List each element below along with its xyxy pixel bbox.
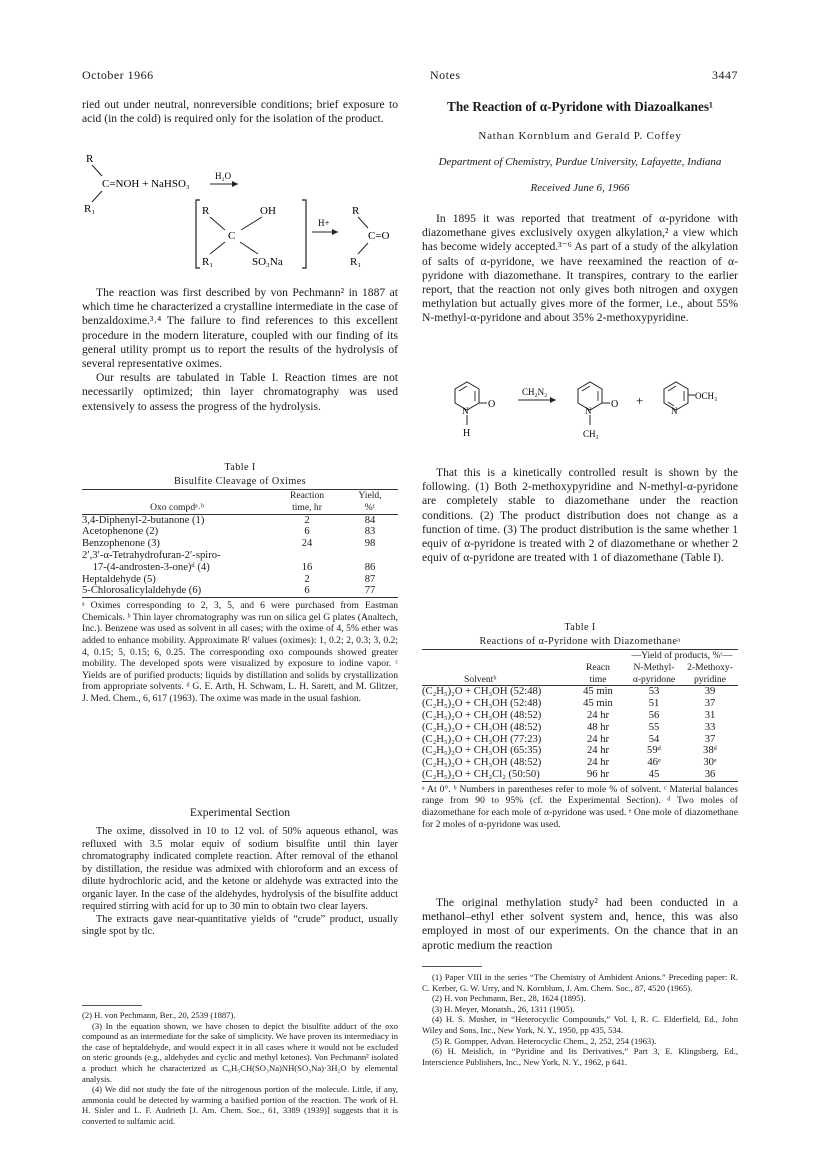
table-cell-time: 6 xyxy=(304,526,310,538)
table-cell-yield: 98 xyxy=(364,538,376,550)
header-left: October 1966 xyxy=(82,68,154,82)
table-cell-name: 2′,3′-α-Tetrahydrofuran-2′-spiro- xyxy=(82,549,221,561)
scheme-plus-sign: + xyxy=(636,393,644,408)
footnote-2-left: (2) H. von Pechmann, Ber., 20, 2539 (1887). xyxy=(82,1010,236,1020)
table-cell-time: 24 xyxy=(301,538,313,550)
table-cell-name: Benzophenone (3) xyxy=(82,538,160,550)
left-paragraph-3: Our results are tabulated in Table I. Reaction times are not necessarily optimized; thin layer chromatography was used extensively to assess the progress of the hydrolysis. xyxy=(82,371,398,413)
scheme-n-ch3-label: CH₃ xyxy=(583,429,599,439)
table-cell-n: 56 xyxy=(648,709,660,721)
table-cell-time: 24 hr xyxy=(586,757,610,769)
right-paragraph-2-block xyxy=(422,466,738,565)
scheme-nmethyl-nitrogen: N xyxy=(585,406,592,416)
footnote-2-right: (2) H. von Pechmann, Ber., 28, 1624 (1895). xyxy=(432,993,586,1004)
table-cell-solvent: (C₂H₅)₂O + CH₃OH (48:52) xyxy=(422,709,542,721)
table-cell-time xyxy=(272,550,342,562)
table-row xyxy=(82,585,398,597)
scheme-pyridone-oxygen: O xyxy=(488,399,496,410)
table-row xyxy=(82,538,398,550)
right-paragraph-2: That this is a kinetically controlled result is shown by the following. (1) Both 2-methoxypyridine and N-methyl-α-pyridone are completely stable to diazomethane under the reaction conditions. (2) The product distribution does not change as a function of time. (3) The product distribution is the same whether 1 equiv of α-pyridone is treated with 2 of diazomethane or whether 2 equiv of α-pyridone are treated with 1 of diazomethane (Table I). xyxy=(422,466,738,565)
table-cell-o: 37 xyxy=(704,698,716,710)
table-cell-n: 54 xyxy=(648,733,660,745)
left-table-label: Table I xyxy=(224,462,256,473)
col-header-nmethyl: N-Methyl- α-pyridone xyxy=(632,661,676,685)
col-header-solvent: Solventᵇ xyxy=(464,673,497,685)
footnote-3-right: (3) H. Meyer, Monatsh., 26, 1311 (1905). xyxy=(432,1003,575,1014)
table-cell-time: 24 hr xyxy=(586,709,610,721)
scheme-acid-label: H+ xyxy=(318,218,330,228)
table-row xyxy=(422,722,738,734)
scheme-oxime-plus-bisulfite: C=NOH + NaHSO₃ xyxy=(102,178,190,190)
left-footnotes xyxy=(82,1010,398,1127)
col-header-yield: Yield, %ᶜ xyxy=(358,490,382,513)
right-footnotes xyxy=(422,972,738,1067)
table-cell-o: 33 xyxy=(704,721,716,733)
table-cell-o: 37 xyxy=(704,733,716,745)
scheme-oh-label: OH xyxy=(260,205,276,217)
table-cell-n: 53 xyxy=(648,686,660,698)
table-cell-name: 3,4-Diphenyl-2-butanone (1) xyxy=(82,514,205,526)
table-cell-time: 6 xyxy=(304,585,310,597)
table-cell-yield: 83 xyxy=(364,526,376,538)
table-cell-name: Heptaldehyde (5) xyxy=(82,573,156,585)
bisulfite-reaction-scheme xyxy=(80,150,400,278)
experimental-paragraph-2: The extracts gave near-quantitative yields of “crude” product, usually single spot by tlc. xyxy=(82,913,398,937)
table-cell-time: 24 hr xyxy=(586,733,610,745)
scheme-r-label: R xyxy=(86,153,94,165)
table-cell-name: 5-Chlorosalicylaldehyde (6) xyxy=(82,585,202,597)
table-cell-time: 16 xyxy=(301,561,313,573)
scheme-diazomethane-label: CH₂N₂ xyxy=(522,387,548,397)
table-cell-o: 39 xyxy=(704,686,716,698)
right-paragraph-1: In 1895 it was reported that treatment of α-pyridone with diazomethane gives exclusively oxygen alkylation,² a view which has become widely accepted.³⁻⁶ As part of a study of the alkylation of salts of α-pyridone, we have reexamined the reaction of α-pyridone with diazomethane. It transpires, contrary to the earlier report, that the reaction not only gives both nitrogen and oxygen methylation but actually gives more of the former, i.e., about 55% N-methyl-α-pyridone and about 35% 2-methoxypyridine. xyxy=(422,212,738,325)
table-row xyxy=(422,769,738,781)
scheme-pyridone-nitrogen: N xyxy=(462,406,469,416)
right-footnote-rule xyxy=(422,966,482,967)
table-cell-time: 96 hr xyxy=(586,768,610,780)
affiliation: Department of Chemistry, Purdue University, Lafayette, Indiana xyxy=(438,156,722,168)
scheme-och3-label: OCH₃ xyxy=(695,391,718,401)
table-cell-name: 17-(4-androsten-3-one)ᵈ (4) xyxy=(82,561,210,573)
right-table-notes: ᵃ At 0°. ᵇ Numbers in parentheses refer to mole % of solvent. ᶜ Material balances range from 90 to 95% (cf. the Experimental Section). ᵈ Two moles of diazomethane for each mole of α-pyridone was used. ᵉ One mole of diazomethane for 2 moles of α-pyridone was used. xyxy=(422,783,738,830)
experimental-heading: Experimental Section xyxy=(189,806,291,819)
left-table xyxy=(82,489,398,598)
table-row xyxy=(422,734,738,746)
right-paragraph-1-block xyxy=(422,212,738,326)
footnote-3-left: (3) In the equation shown, we have chosen to depict the bisulfite adduct of the oxo compound as an intermediate for the sake of simplicity. We have proven its intermediacy in the case of heptaldehyde, and would expect it in all cases where it would not be excluded on steric grounds (e.g., aldehydes and cyclic and methyl ketones). Von Pechmann² isolated a product which he characterized as C₆H₅CH(SO₃Na)NH(SO₃Na)·3H₂O by elemental analysis. xyxy=(82,1020,398,1084)
right-table xyxy=(422,649,738,782)
table-cell-solvent: (C₂H₅)₂O + CH₃OH (48:52) xyxy=(422,721,542,733)
table-cell-yield: 87 xyxy=(364,573,376,585)
experimental-paragraph-1: The oxime, dissolved in 10 to 12 vol. of 50% aqueous ethanol, was refluxed with 3.5 molar equiv of sodium bisulfite until thin layer chromatography indicated complete reaction. After removal of the ethanol by distillation, the residue was admixed with chloroform and an excess of dilute hydrochloric acid, and the ketone or aldehyde was extracted into the organic layer. In the case of the aldehydes, hydrolysis of the bisulfite adduct required stirring with acid for up to 30 min to obtain two clear layers. xyxy=(82,826,398,912)
table-cell-yield xyxy=(342,550,398,562)
footnote-5-right: (5) R. Gompper, Advan. Heterocyclic Chem., 2, 252, 254 (1963). xyxy=(432,1035,657,1046)
col-header-oxo: Oxo compdᵃ˒ᵇ xyxy=(150,501,204,513)
col-header-methoxy: 2-Methoxy- pyridine xyxy=(687,661,733,685)
footnote-1-right: (1) Paper VIII in the series “The Chemistry of Ambident Anions.” Preceding paper: R. C. Kerber, G. W. Urry, and N. Kornblum, J. Am. Chem. Soc., 87, 4520 (1965). xyxy=(422,972,738,993)
table-row xyxy=(422,757,738,769)
right-table-label: Table I xyxy=(564,622,596,633)
table-cell-n: 55 xyxy=(648,721,660,733)
table-cell-n: 46ᵉ xyxy=(647,757,661,769)
right-paragraph-3-block xyxy=(422,896,738,953)
scheme-r-product: R xyxy=(352,205,360,217)
header-center: Notes xyxy=(430,68,461,82)
table-cell-solvent: (C₂H₅)₂O + CH₃OH (52:48) xyxy=(422,698,542,710)
table-cell-yield: 84 xyxy=(364,514,376,526)
left-paragraph-2: The reaction was first described by von Pechmann² in 1887 at which time he characterized a crystalline intermediate in the case of benzaldoxime.³˒⁴ The failure to find references to this excellent procedure in the modern literature, coupled with our finding of its general utility prompt us to report the results of the hydrolysis of several representative oximes. xyxy=(82,286,398,371)
table-cell-yield: 86 xyxy=(364,561,376,573)
table-cell-n: 51 xyxy=(648,698,660,710)
table-cell-n: 59ᵈ xyxy=(647,745,661,757)
scheme-methoxypyridine-nitrogen: N xyxy=(671,406,678,416)
table-row xyxy=(422,698,738,710)
table-cell-o: 38ᵈ xyxy=(703,745,717,757)
left-paragraph-1: ried out under neutral, nonreversible conditions; brief exposure to acid (in the cold) is required only for the isolation of the product. xyxy=(82,98,398,126)
authors: Nathan Kornblum and Gerald P. Coffey xyxy=(478,130,682,142)
left-table-title: Bisulfite Cleavage of Oximes xyxy=(173,476,306,487)
scheme-r1-adduct: R₁ xyxy=(202,256,214,268)
table-row xyxy=(82,526,398,538)
scheme-carbon-label: C xyxy=(228,230,236,242)
scheme-so3na-label: SO₃Na xyxy=(252,256,283,268)
table-row xyxy=(82,574,398,586)
col-header-yield-span: —Yield of products, %ᶜ— xyxy=(631,650,733,661)
table-cell-time: 45 min xyxy=(583,686,613,698)
table-cell-solvent: (C₂H₅)₂O + CH₃OH (52:48) xyxy=(422,686,542,698)
table-cell-n: 45 xyxy=(648,768,660,780)
col-header-time: Reaction time, hr xyxy=(289,490,325,513)
right-table-title: Reactions of α-Pyridone with Diazomethaneᵃ xyxy=(479,636,681,647)
footnote-6-right: (6) H. Meislich, in “Pyridine and Its Derivatives,” Part 3, E. Klingsberg, Ed., Interscience Publishers, Inc., New York, N. Y., 1962, p 641. xyxy=(422,1046,738,1067)
scheme-nmethyl-oxygen: O xyxy=(611,399,619,410)
table-cell-time: 48 hr xyxy=(586,721,610,733)
scheme-nh-hydrogen: H xyxy=(463,428,471,439)
table-cell-solvent: (C₂H₅)₂O + CH₂Cl₂ (50:50) xyxy=(422,768,540,780)
left-table-block xyxy=(82,462,398,705)
pyridone-methylation-scheme xyxy=(440,375,740,453)
experimental-text xyxy=(82,826,398,939)
left-table-notes: ᵃ Oximes corresponding to 2, 3, 5, and 6 were purchased from Eastman Chemicals. ᵇ Thin layer chromatography was run on silica gel G plates (Analtech, Inc.). Benzene was used as solvent in all cases; with the oxime of 4, 5% ether was added to enhance mobility. Approximate Rᶠ values (oximes): 1, 0.2; 2, 0.3; 3, 0.2; 4, 0.15; 5, 0.15; 6, 0.25. The corresponding oxo compounds showed greater mobility. The developed spots were visualized by exposure to iodine vapor. ᶜ Yields are of purified products: liquids by distillation and solids by crystallization from appropriate solvents. ᵈ G. E. Arth, H. Schwam, L. H. Sarett, and M. Glitzer, J. Med. Chem., 6, 617 (1963). The oxime was made in the usual fashion. xyxy=(82,600,398,704)
table-cell-name: Acetophenone (2) xyxy=(82,526,159,538)
table-cell-yield: 77 xyxy=(364,585,376,597)
left-footnote-rule xyxy=(82,1005,142,1006)
table-cell-solvent: (C₂H₅)₂O + CH₃OH (77:23) xyxy=(422,733,542,745)
table-row xyxy=(422,710,738,722)
footnote-4-right: (4) H. S. Mosher, in “Heterocyclic Compounds,” Vol. I, R. C. Elderfield, Ed., John Wiley and Sons, Inc., New York, N. Y., 1950, pp 435, 534. xyxy=(422,1014,738,1035)
table-row xyxy=(82,514,398,526)
table-cell-o: 31 xyxy=(704,709,716,721)
table-cell-o: 36 xyxy=(704,768,716,780)
table-cell-time: 24 hr xyxy=(586,745,610,757)
table-row xyxy=(82,562,398,574)
table-cell-time: 2 xyxy=(304,573,310,585)
table-cell-solvent: (C₂H₅)₂O + CH₃OH (65:35) xyxy=(422,745,542,757)
received-date: Received June 6, 1966 xyxy=(530,182,630,194)
right-table-block xyxy=(422,622,738,830)
table-row xyxy=(422,686,738,698)
table-cell-time: 45 min xyxy=(583,698,613,710)
scheme-r1-label: R₁ xyxy=(84,203,96,215)
table-cell-time: 2 xyxy=(304,514,310,526)
left-body-text xyxy=(82,286,398,414)
header-page-number: 3447 xyxy=(712,68,738,82)
table-cell-solvent: (C₂H₅)₂O + CH₃OH (48:52) xyxy=(422,757,542,769)
scheme-r1-product: R₁ xyxy=(350,256,362,268)
table-row xyxy=(82,550,398,562)
footnote-4-left: (4) We did not study the fate of the nitrogenous portion of the molecule. Little, if any, ammonia could be detected by warming a basified portion of the reaction. The work of H. H. Sisler and L. F. Audrieth [J. Am. Chem. Soc., 61, 3389 (1939)] suggests that it is converted to sulfamic acid. xyxy=(82,1084,398,1126)
scheme-water-label: H₂O xyxy=(215,171,232,181)
col-header-reaction-time: Reacn time xyxy=(586,661,610,685)
right-paragraph-3: The original methylation study² had been conducted in a methanol–ethyl ether solvent system and, hence, this was also employed in most of our experiments. On the chance that in an aprotic medium the reaction xyxy=(422,896,738,952)
scheme-r-adduct: R xyxy=(202,205,210,217)
scheme-carbonyl-label: C=O xyxy=(368,230,390,242)
table-cell-o: 30ᵉ xyxy=(703,757,717,769)
article-title: The Reaction of α-Pyridone with Diazoalkanes¹ xyxy=(447,99,713,114)
table-row xyxy=(422,745,738,757)
